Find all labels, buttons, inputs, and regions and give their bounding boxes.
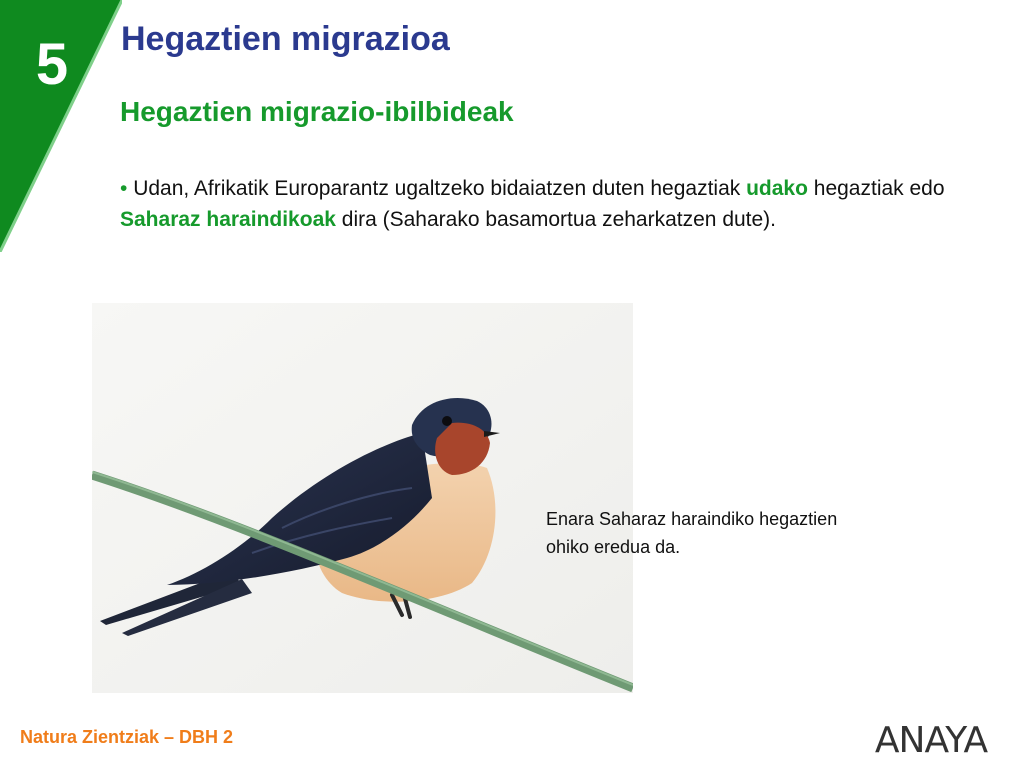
anaya-logo (858, 718, 1004, 760)
photo-caption: Enara Saharaz haraindiko hegaztien ohiko eredua da. (546, 509, 838, 557)
highlight-saharaz-haraindikoak: Saharaz haraindikoak (120, 208, 336, 231)
footer-course: Natura Zientziak – DBH 2 (20, 727, 234, 747)
page-title: Hegaztien migrazioa (121, 20, 450, 58)
paragraph-text-2: hegaztiak edo (807, 177, 945, 200)
chapter-number: 5 (35, 32, 69, 97)
highlight-udako: udako (746, 177, 808, 200)
paragraph-text-3: dira (Saharako basamortua zeharkatzen dute). (335, 208, 777, 231)
bullet-icon: • (120, 177, 128, 200)
swallow-photo (92, 303, 633, 693)
bullet-paragraph (120, 173, 980, 235)
section-subtitle: Hegaztien migrazio-ibilbideak (120, 96, 514, 127)
paragraph-text-1: Udan, Afrikatik Europarantz ugaltzeko bidaiatzen duten hegaztiak (127, 177, 747, 200)
logo-text: ANAYA (874, 720, 988, 760)
